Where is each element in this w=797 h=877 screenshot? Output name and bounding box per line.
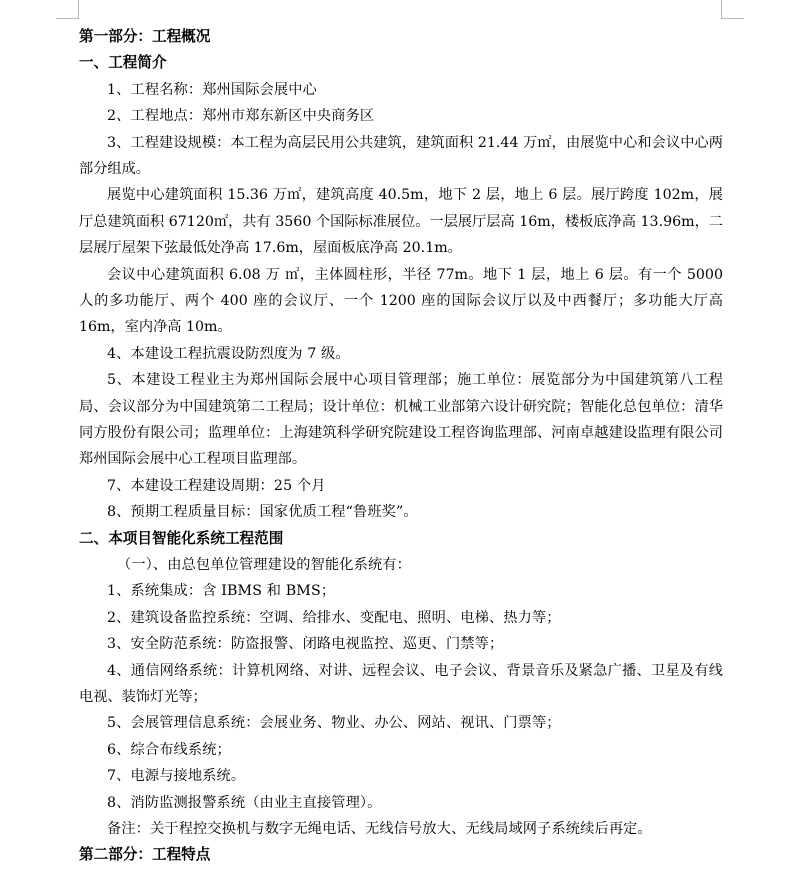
remark-note: 备注：关于程控交换机与数字无绳电话、无线信号放大、无线局域网子系统续后再定。 xyxy=(107,820,652,837)
crop-mark-top-right-horizontal xyxy=(722,18,744,19)
seismic-item: 4、本建设工程抗震设防烈度为 7 级。 xyxy=(107,345,350,362)
fire-alarm-item: 8、消防监测报警系统（由业主直接管理）。 xyxy=(107,794,382,811)
crop-mark-top-left-horizontal xyxy=(56,18,78,19)
parties-item: 5、本建设工程业主为郑州国际会展中心项目管理部；施工单位：展览部分为中国建筑第八工程局、会议部分为中国建筑第二工程局；设计单位：机械工业部第六设计研究院；智能化总包单位：清华同方股份有限公司；监理单位：上海建筑科学研究院建设工程咨询监理部、河南卓越建设监理有限公司郑州国际会展中心工程项目监理部。 xyxy=(79,372,723,468)
communication-network-item: 4、通信网络系统：计算机网络、对讲、远程会议、电子会议、背景音乐及紧急广播、卫星及有线电视、装饰灯光等； xyxy=(79,662,723,705)
construction-period-item: 7、本建设工程建设周期：25 个月 xyxy=(107,477,326,494)
power-grounding-item: 7、电源与接地系统。 xyxy=(107,768,246,785)
section1-heading: 一、工程简介 xyxy=(79,54,167,72)
crop-mark-top-left-vertical xyxy=(78,0,79,19)
quality-target-item: 8、预期工程质量目标：国家优质工程“鲁班奖”。 xyxy=(107,504,418,521)
conference-center-paragraph: 会议中心建筑面积 6.08 万 ㎡，主体圆柱形，半径 77m。地下 1 层，地上 6 层。有一个 5000 人的多功能厅、两个 400 座的会议厅、一个 1200 座的国际会议厅以及中西餐厅；多功能大厅高 16m，室内净高 10m。 xyxy=(79,266,723,336)
exhibition-management-item: 5、会展管理信息系统：会展业务、物业、办公、网站、视讯、门票等； xyxy=(107,715,561,732)
section2-heading: 二、本项目智能化系统工程范围 xyxy=(79,529,284,547)
project-location-item: 2、工程地点：郑州市郑东新区中央商务区 xyxy=(107,108,375,125)
cabling-system-item: 6、综合布线系统； xyxy=(107,741,231,758)
crop-mark-top-right-vertical xyxy=(721,0,722,19)
building-equipment-item: 2、建筑设备监控系统：空调、给排水、变配电、照明、电梯、热力等； xyxy=(107,609,561,626)
part1-heading: 第一部分：工程概况 xyxy=(79,28,211,45)
security-system-item: 3、安全防范系统：防盗报警、闭路电视监控、巡更、门禁等； xyxy=(107,636,504,653)
system-integration-item: 1、系统集成：含 IBMS 和 BMS； xyxy=(107,583,336,600)
subsection-heading: （一）、由总包单位管理建设的智能化系统有： xyxy=(117,557,411,573)
document-body xyxy=(79,24,723,869)
part2-heading: 第二部分：工程特点 xyxy=(79,846,211,864)
project-scale-item: 3、工程建设规模：本工程为高层民用公共建筑，建筑面积 21.44 万㎡，由展览中心和会议中心两部分组成。 xyxy=(79,134,723,177)
project-name-item: 1、工程名称：郑州国际会展中心 xyxy=(107,81,317,98)
exhibition-center-paragraph: 展览中心建筑面积 15.36 万㎡，建筑高度 40.5m，地下 2 层，地上 6 层。展厅跨度 102m，展厅总建筑面积 67120㎡，共有 3560 个国际标准展位。一层展厅层高 16m，楼板底净高 13.96m，二层展厅屋架下弦最低处净高 17.6m，屋面板底净高 20.1m。 xyxy=(79,187,723,257)
